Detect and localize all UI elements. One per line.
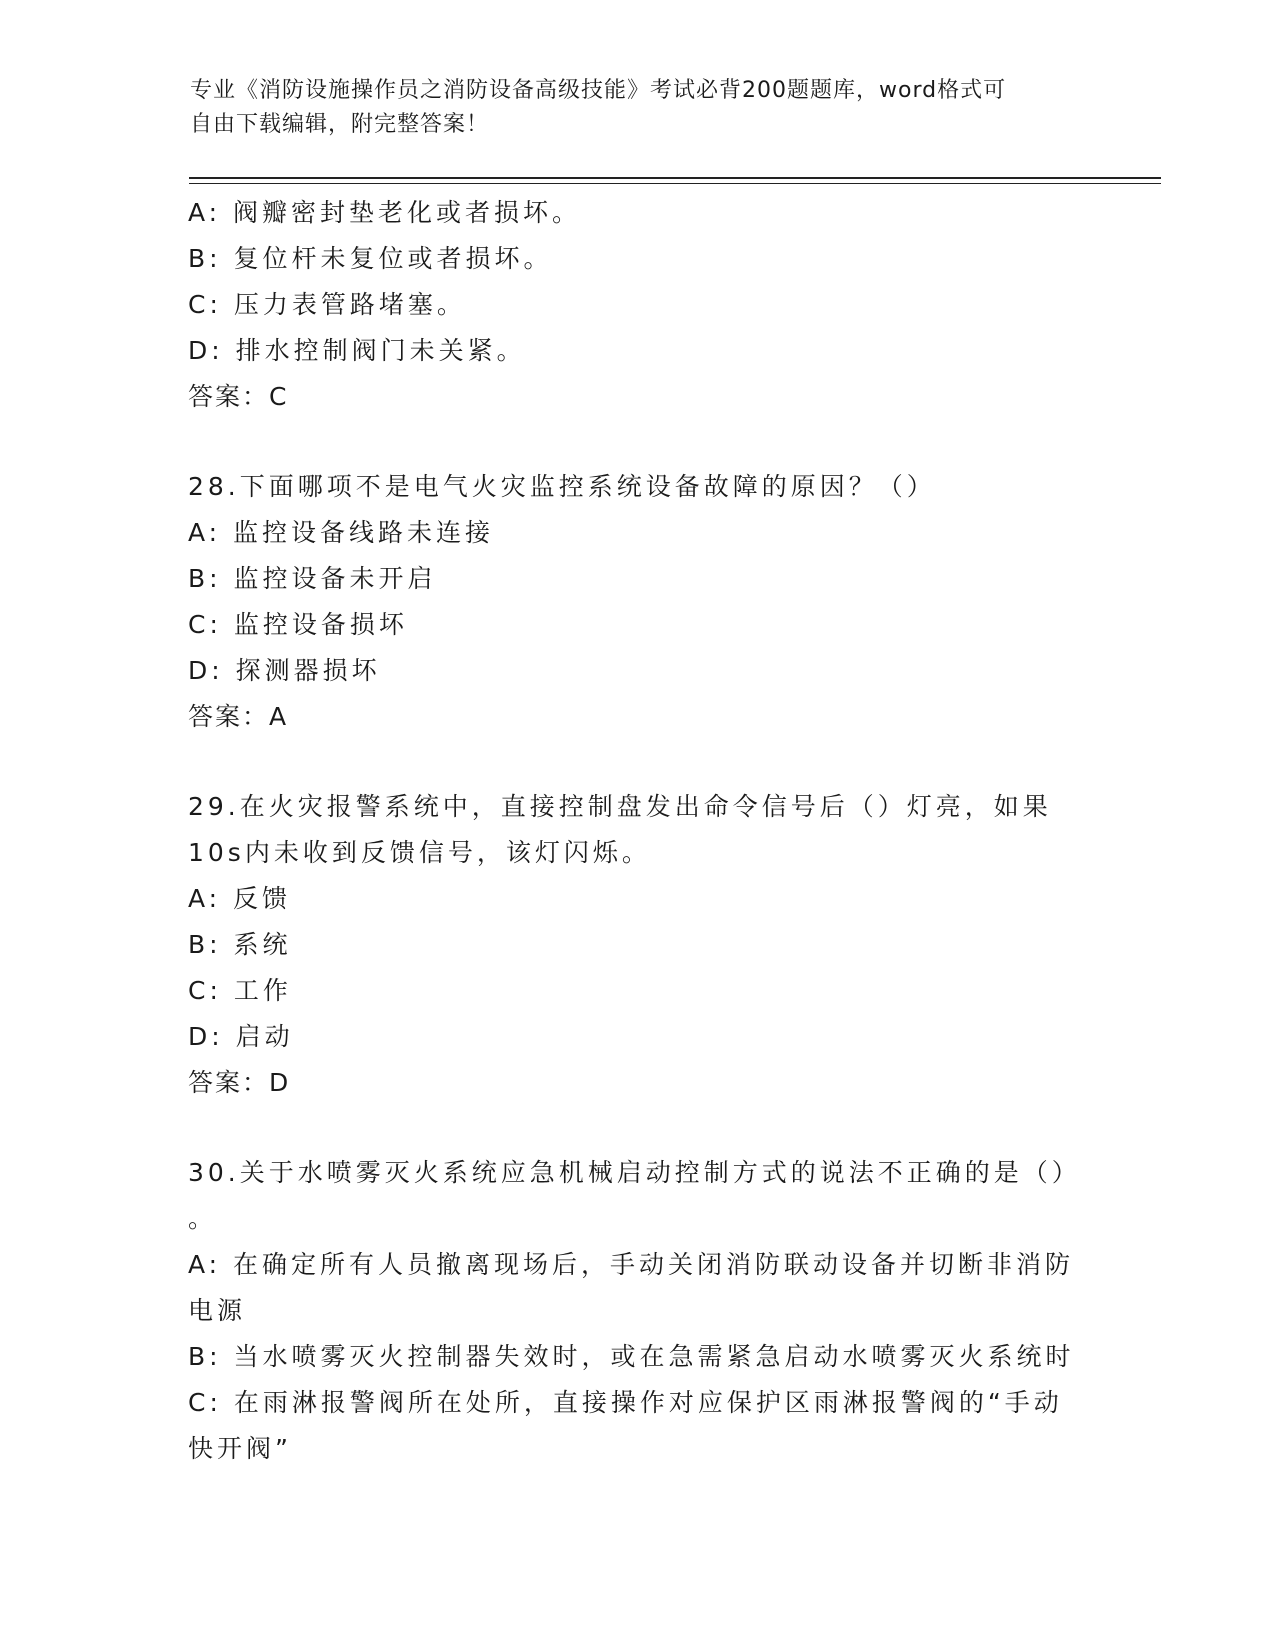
question-28 <box>188 464 1088 740</box>
option-a: A: 监控设备线路未连接 <box>188 518 495 547</box>
question-text: 28.下面哪项不是电气火灾监控系统设备故障的原因？（） <box>188 472 936 501</box>
option-d: D: 探测器损坏 <box>188 656 381 685</box>
option-d: D: 启动 <box>188 1022 294 1051</box>
answer: 答案：A <box>188 702 289 731</box>
answer: 答案：D <box>188 1068 291 1097</box>
header-divider-thick <box>189 177 1161 179</box>
question-text-line-2: 。 <box>188 1204 218 1233</box>
header-line-2: 自由下载编辑，附完整答案！ <box>190 112 490 137</box>
question-29 <box>188 784 1088 1106</box>
question-27 <box>188 190 1088 420</box>
question-text-line-1: 30.关于水喷雾灭火系统应急机械启动控制方式的说法不正确的是（） <box>188 1158 1081 1187</box>
option-a: A: 阀瓣密封垫老化或者损坏。 <box>188 198 582 227</box>
option-b: B: 监控设备未开启 <box>188 564 437 593</box>
question-text-line-2: 10s内未收到反馈信号，该灯闪烁。 <box>188 838 651 867</box>
option-a-line-2: 电源 <box>188 1296 247 1325</box>
answer: 答案：C <box>188 382 289 411</box>
option-c-line-2: 快开阀” <box>188 1434 292 1463</box>
option-b: B: 复位杆未复位或者损坏。 <box>188 244 553 273</box>
header-line-1: 专业《消防设施操作员之消防设备高级技能》考试必背200题题库，word格式可 <box>190 78 1007 103</box>
option-c: C: 工作 <box>188 976 292 1005</box>
question-30 <box>188 1150 1088 1472</box>
question-text-line-1: 29.在火灾报警系统中，直接控制盘发出命令信号后（）灯亮，如果 <box>188 792 1052 821</box>
option-d: D: 排水控制阀门未关紧。 <box>188 336 526 365</box>
option-c-line-1: C: 在雨淋报警阀所在处所，直接操作对应保护区雨淋报警阀的“手动 <box>188 1388 1063 1417</box>
option-b: B: 系统 <box>188 930 292 959</box>
option-c: C: 监控设备损坏 <box>188 610 408 639</box>
question-list <box>188 190 1088 1472</box>
option-b: B: 当水喷雾灭火控制器失效时，或在急需紧急启动水喷雾灭火系统时 <box>188 1342 1075 1371</box>
option-c: C: 压力表管路堵塞。 <box>188 290 466 319</box>
option-a-line-1: A: 在确定所有人员撤离现场后，手动关闭消防联动设备并切断非消防 <box>188 1250 1075 1279</box>
document-header <box>190 74 1090 142</box>
option-a: A: 反馈 <box>188 884 292 913</box>
header-divider-thin <box>189 183 1161 184</box>
